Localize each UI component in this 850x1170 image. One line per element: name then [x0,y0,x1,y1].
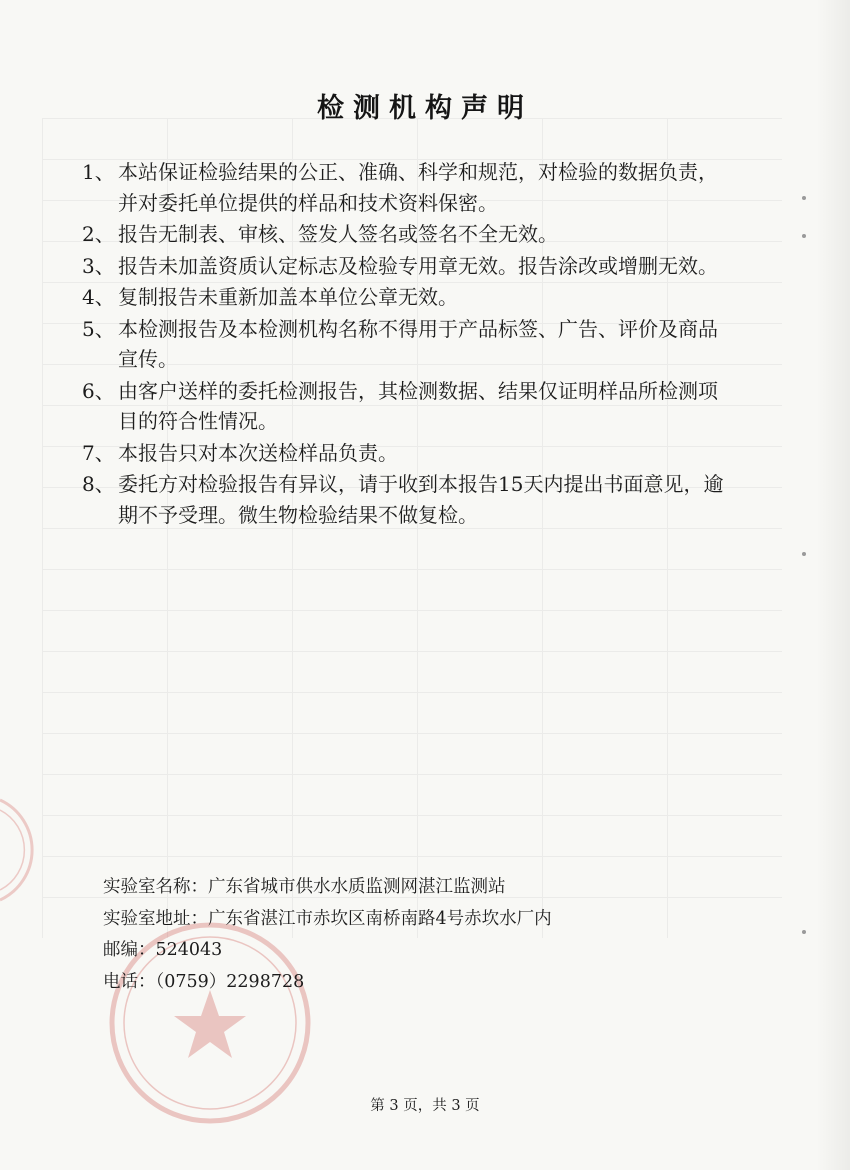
clause-text: 报告无制表、审核、签发人签名或签名不全无效。 [118,222,558,246]
phone-row [103,967,552,999]
clause-number: 6、 [82,378,115,403]
clause-item [82,157,732,218]
clause-text: 本站保证检验结果的公正、准确、科学和规范，对检验的数据负责，并对委托单位提供的样品和技术资料保密。 [118,160,718,215]
page-edge-shadow [816,0,850,1170]
clause-item [82,219,732,250]
lab-name-label: 实验室名称： [103,877,208,897]
phone-value: （0759）2298728 [155,971,305,992]
clause-number: 7、 [82,440,115,465]
lab-address-row [103,904,552,936]
clause-text: 报告未加盖资质认定标志及检验专用章无效。报告涂改或增删无效。 [118,253,718,278]
punch-hole-mark [802,196,806,200]
postcode-label: 邮编： [103,940,156,960]
clause-number: 4、 [82,285,115,309]
punch-hole-mark [802,930,806,934]
lab-name-value: 广东省城市供水水质监测网湛江监测站 [208,877,506,897]
phone-label: 电话： [103,971,156,992]
clause-item [82,282,732,313]
clause-text: 本检测报告及本检测机构名称不得用于产品标签、广告、评价及商品宣传。 [118,316,718,371]
clause-item [82,314,732,375]
lab-contact-block [103,872,552,998]
page-title: 检测机构声明 [317,93,533,124]
postcode-value: 524043 [155,940,223,960]
clause-number: 5、 [82,316,115,341]
clause-text: 本报告只对本次送检样品负责。 [118,440,398,465]
page-number-footer: 第 3 页，共 3 页 [370,1098,480,1114]
clause-text: 复制报告未重新加盖本单位公章无效。 [118,285,458,309]
clause-number: 1、 [82,160,115,184]
partial-seal-stamp [0,790,60,910]
clause-item [82,438,732,469]
clause-item [82,376,732,437]
postcode-row [103,935,552,967]
lab-name-row [103,872,552,904]
clause-item [82,251,732,282]
clause-number: 3、 [82,253,115,278]
punch-hole-mark [802,552,806,556]
clause-text: 由客户送样的委托检测报告，其检测数据、结果仅证明样品所检测项目的符合性情况。 [118,378,718,433]
statement-clause-list [82,157,732,531]
clause-text: 委托方对检验报告有异议，请于收到本报告15天内提出书面意见，逾期不予受理。微生物检验结果不做复检。 [118,472,724,527]
lab-address-value: 广东省湛江市赤坎区南桥南路4号赤坎水厂内 [208,908,552,929]
punch-hole-mark [802,234,806,238]
clause-item [82,469,732,530]
lab-address-label: 实验室地址： [103,908,208,929]
clause-number: 8、 [82,472,115,496]
clause-number: 2、 [82,222,115,246]
